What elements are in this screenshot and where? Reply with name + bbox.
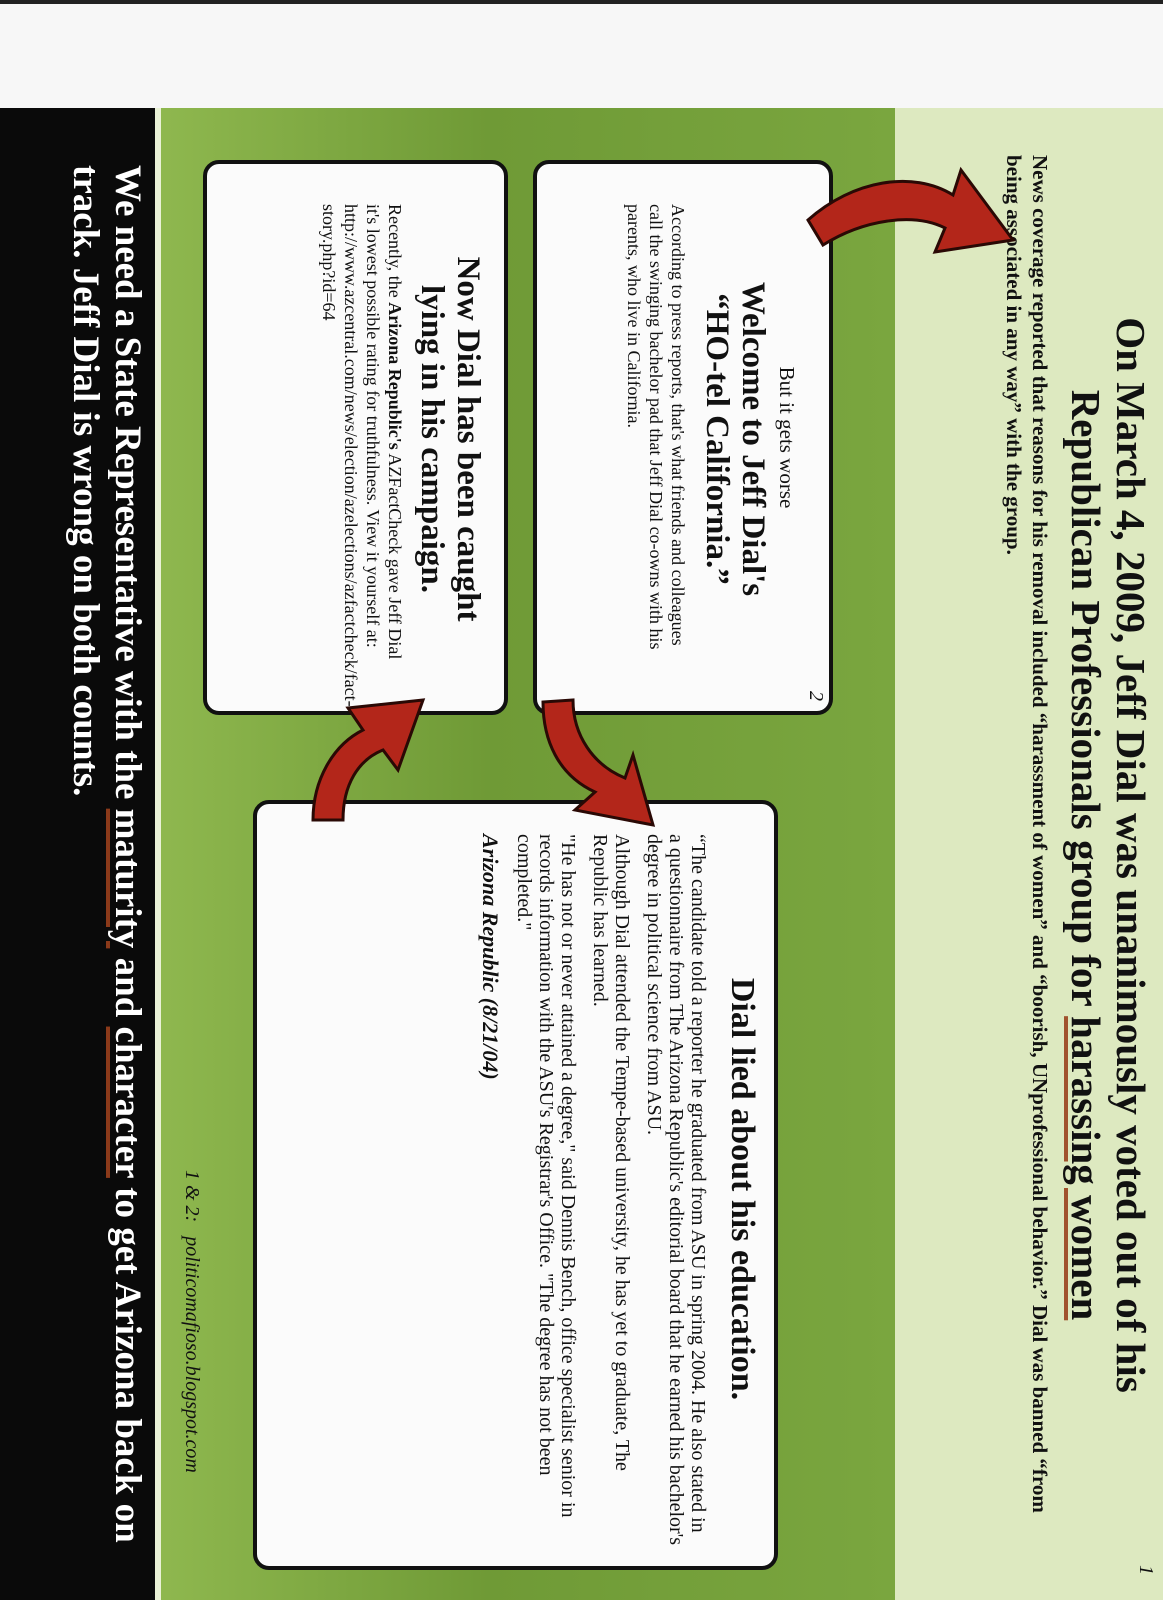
arrow-icon <box>283 660 443 830</box>
lying-body-source: Arizona Republic's <box>385 302 405 450</box>
headline <box>1063 145 1153 1565</box>
credit-site: politicomafioso.blogspot.com <box>181 1236 203 1473</box>
ho-tel-box <box>533 160 833 715</box>
education-source: Arizona Republic (8/21/04) <box>478 834 503 1080</box>
ho-tel-title <box>699 184 771 694</box>
education-title: Dial lied about his education. <box>724 977 761 1401</box>
footer-part-2: and <box>107 948 148 1027</box>
headline-line-1: On March 4, 2009, Jeff Dial was unanimously voted out of his <box>1108 317 1154 1393</box>
ho-tel-body: According to press reports, that's what friends and colleagues call the swinging bachelor pad that Jeff Dial co-owns with his parents, who live in California. <box>624 204 688 650</box>
arrow-icon <box>493 690 693 840</box>
headline-line-2 <box>1063 145 1108 1565</box>
lying-title-line-1: Now Dial has been caught <box>450 256 486 622</box>
lying-body-post: AZFactCheck gave Jeff Dial it's lowest possible rating for truthfulness. View it yourself at: http://www.azcentral.com/news/election/azelections/azfactcheck/fact-story.php?id=64 <box>319 204 405 707</box>
footnote-number: 2 <box>805 691 827 701</box>
lying-body <box>318 204 406 707</box>
lead-in-text: But it gets worse <box>775 366 799 509</box>
source-credit <box>180 1170 203 1570</box>
education-body <box>479 834 709 1546</box>
lying-box <box>203 160 508 715</box>
credit-label: 1 & 2: <box>181 1170 203 1223</box>
arrow-icon <box>803 140 1023 280</box>
news-summary: News coverage reported that reasons for his removal included “harassment of women” and “boorish, UNprofessional behavior.” Dial was banned “from being associated in any way” with the group. <box>1002 155 1052 1513</box>
footer-part-3: to get Arizona back on track. Jeff Dial is wrong on both counts. <box>65 165 148 1543</box>
education-box <box>253 800 778 1570</box>
footer-part-1: We need a State Representative with the <box>107 165 148 809</box>
lying-body-pre: Recently, the <box>385 204 405 303</box>
lying-title-line-2: lying in his campaign. <box>414 284 450 594</box>
ho-tel-title-line-2: “HO-tel California.” <box>699 293 735 585</box>
lying-title <box>414 184 486 694</box>
headline-highlight: harassing women <box>1063 1016 1109 1321</box>
education-para-1: “The candidate told a reporter he graduated from ASU in spring 2004. He also stated in a questionnaire from The Arizona Republic's editorial board that he earned his bachelor's degree in political science from ASU. <box>643 834 709 1546</box>
education-para-2: Although Dial attended the Tempe-based university, he has yet to graduate, The Republic has learned. <box>589 834 633 1471</box>
ho-tel-title-line-1: Welcome to Jeff Dial's <box>735 281 771 597</box>
education-para-3: "He has not or never attained a degree," said Dennis Bench, office specialist senior in records information with the ASU's Registrar's Office. "The degree has not been completed." <box>513 834 579 1518</box>
page-number: 1 <box>1135 1565 1157 1575</box>
footer-highlight-character: character <box>107 1026 148 1178</box>
closing-statement <box>64 165 148 1585</box>
footer-highlight-maturity: maturity <box>107 808 148 949</box>
headline-line-2-text: Republican Professionals group for <box>1063 389 1109 1017</box>
